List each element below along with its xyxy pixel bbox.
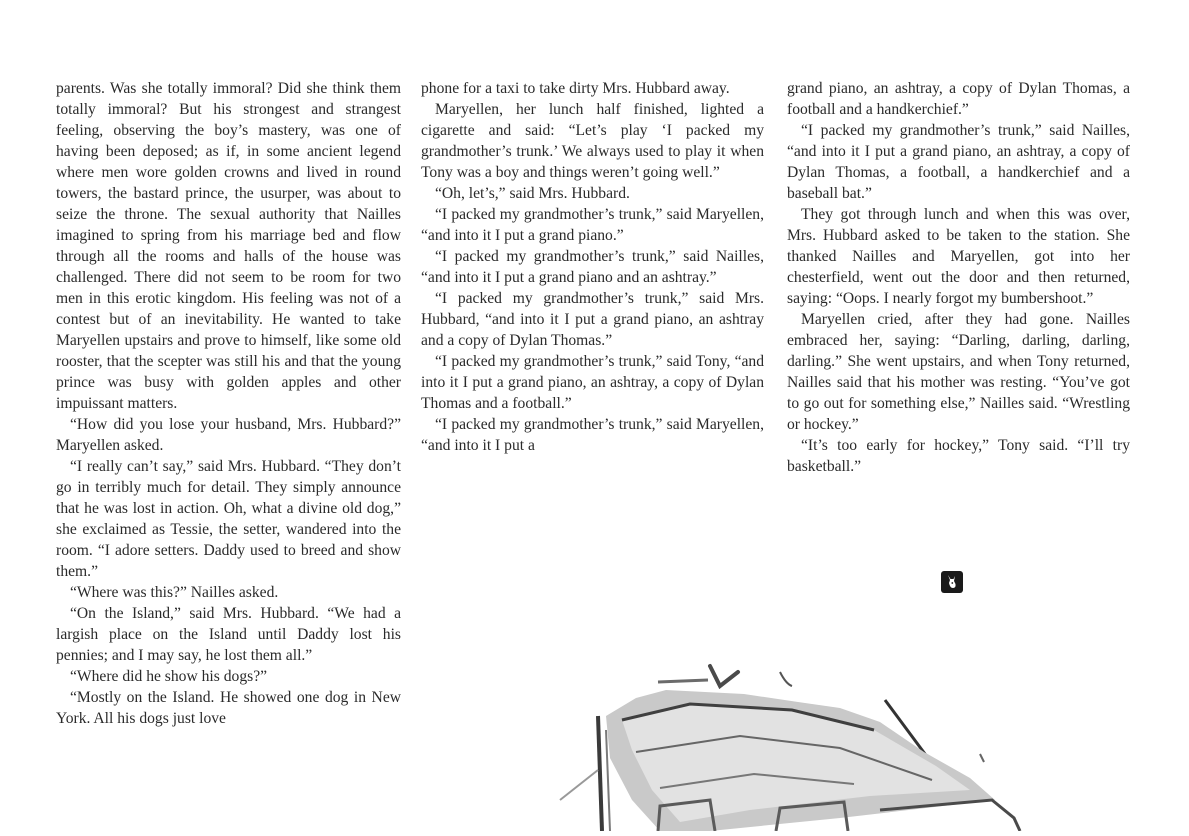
text-column-3 (787, 78, 1130, 477)
paragraph: “Mostly on the Island. He showed one dog in New York. All his dogs just love (56, 689, 401, 727)
text-column-1 (56, 78, 401, 729)
paragraph: “I packed my grandmother’s trunk,” said Mrs. Hubbard, “and into it I put a grand piano, an ashtray and a copy of Dylan Thomas.” (421, 290, 764, 349)
paragraph: They got through lunch and when this was over, Mrs. Hubbard asked to be taken to the station. She thanked Nailles and Maryellen, got into her chesterfield, went out the door and then returned, saying: “Oops. I nearly forgot my bumbershoot.” (787, 206, 1130, 307)
paragraph: “Oh, let’s,” said Mrs. Hubbard. (435, 185, 630, 202)
paragraph: “I packed my grandmother’s trunk,” said Nailles, “and into it I put a grand piano and an ashtray.” (421, 248, 764, 286)
paragraph: “On the Island,” said Mrs. Hubbard. “We had a largish place on the Island until Daddy lost his pennies; and I may say, he lost them all.” (56, 605, 401, 664)
paragraph: “I packed my grandmother’s trunk,” said Maryellen, “and into it I put a (421, 416, 764, 454)
paragraph: “Where was this?” Nailles asked. (70, 584, 279, 601)
paragraph: “It’s too early for hockey,” Tony said. “I’ll try basketball.” (787, 437, 1130, 475)
paragraph: grand piano, an ashtray, a copy of Dylan Thomas, a football and a handkerchief.” (787, 80, 1130, 118)
rabbit-head-end-mark-icon (941, 571, 963, 593)
paragraph: Maryellen, her lunch half finished, lighted a cigarette and said: “Let’s play ‘I packed my grandmother’s trunk.’ We always used to play it when Tony was a boy and things weren’t going well.” (421, 101, 764, 181)
text-column-2 (421, 78, 764, 456)
paragraph: phone for a taxi to take dirty Mrs. Hubbard away. (421, 80, 730, 97)
paragraph: parents. Was she totally immoral? Did she think them totally immoral? But his strongest and strangest feeling, observing the boy’s mastery, was one of having been deposed; as if, in some ancient legend where men wore golden crowns and lived in round towers, the bastard prince, the usurper, was about to seize the throne. The sexual authority that Nailles imagined to spring from his marriage bed and flow through all the rooms and halls of the house was challenged. There did not seem to be room for two men in this erotic kingdom. His feeling was not of a contest but of an inevitability. He wanted to take Maryellen upstairs and prove to himself, like some old rooster, that the scepter was still his and that the young prince was busy with golden apples and other impuissant matters. (56, 80, 401, 412)
paragraph: “I packed my grandmother’s trunk,” said Nailles, “and into it I put a grand piano, an ashtray, a copy of Dylan Thomas, a football, a handkerchief and a baseball bat.” (787, 122, 1130, 202)
paragraph: “I really can’t say,” said Mrs. Hubbard. “They don’t go in terribly much for detail. They simply announce that he was lost in action. Oh, what a divine old dog,” she exclaimed as Tessie, the setter, wandered into the room. “I adore setters. Daddy used to breed and show them.” (56, 458, 401, 580)
paragraph: “I packed my grandmother’s trunk,” said Maryellen, “and into it I put a grand piano.” (421, 206, 764, 244)
paragraph: Maryellen cried, after they had gone. Nailles embraced her, saying: “Darling, darling, darling, darling.” She went upstairs, and when Tony returned, Nailles said that his mother was resting. “You’ve got to go out for something else,” Nailles said. “Wrestling or hockey.” (787, 311, 1130, 433)
paragraph: “Where did he show his dogs?” (70, 668, 268, 685)
paragraph: “I packed my grandmother’s trunk,” said Tony, “and into it I put a grand piano, an ashtray, a copy of Dylan Thomas and a football.” (421, 353, 764, 412)
house-roof-sketch-icon (540, 650, 1060, 831)
paragraph: “How did you lose your husband, Mrs. Hubbard?” Maryellen asked. (56, 416, 401, 454)
